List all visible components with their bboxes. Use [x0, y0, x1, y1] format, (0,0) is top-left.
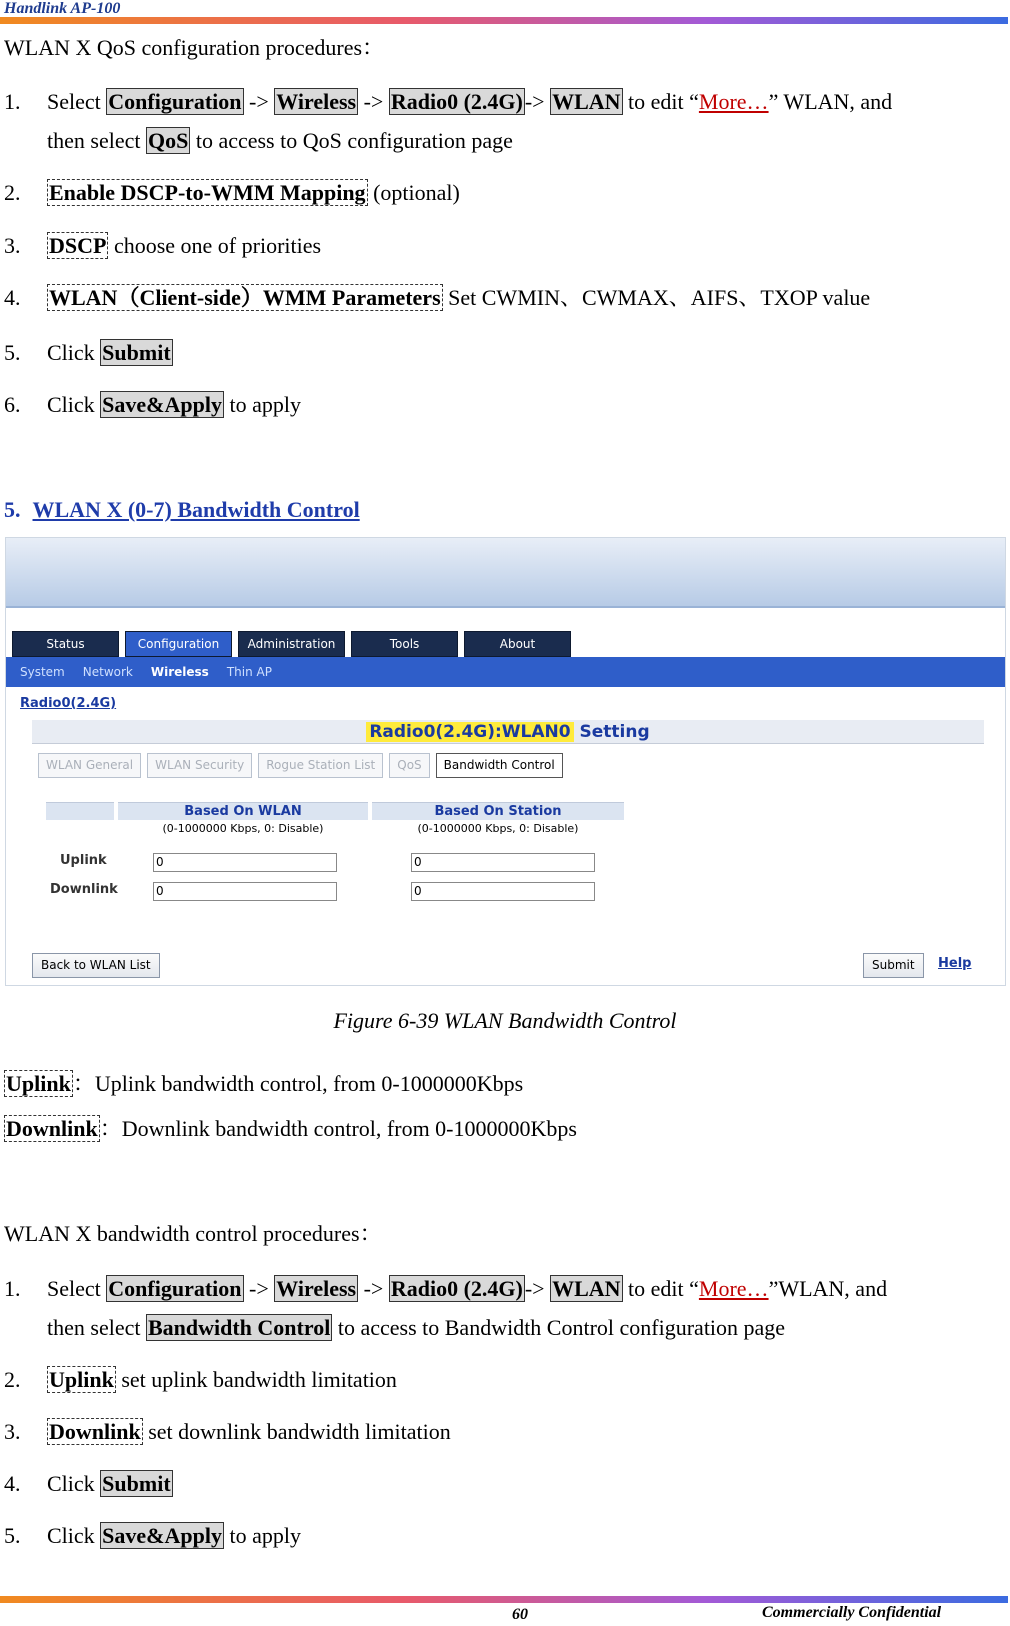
- dscp-ref: DSCP: [49, 233, 107, 258]
- qos-intro: WLAN X QoS configuration procedures：: [4, 35, 385, 60]
- figure-caption: Figure 6-39 WLAN Bandwidth Control: [333, 1008, 677, 1033]
- edit-text: ”WLAN, and: [768, 1276, 888, 1301]
- tab-configuration[interactable]: Configuration: [125, 631, 232, 657]
- qos-step-3-number: 3.: [4, 233, 21, 258]
- bw-step-4: [47, 1470, 173, 1498]
- section-number: 5.: [4, 497, 21, 522]
- col-based-on-station: Based On Station: [372, 802, 624, 820]
- table-corner: [46, 802, 114, 820]
- radio-menu-ref: Radio0 (2.4G): [390, 1276, 523, 1301]
- subnav-network[interactable]: Network: [82, 665, 133, 679]
- bw-step-4-number: 4.: [4, 1471, 21, 1496]
- submit-button-ref: Submit: [102, 340, 171, 365]
- edit-text: to edit “: [628, 1276, 699, 1301]
- bandwidth-control-menu-ref: Bandwidth Control: [147, 1315, 331, 1340]
- section-heading: [4, 497, 360, 523]
- confidential-notice: Commercially Confidential: [762, 1604, 942, 1621]
- tab-administration[interactable]: Administration: [238, 631, 345, 657]
- page-number: 60: [512, 1606, 528, 1623]
- step-text: set uplink bandwidth limitation: [121, 1367, 397, 1392]
- click-text: Click: [47, 392, 95, 417]
- bw-step-1: [47, 1275, 887, 1303]
- downlink-wlan-input[interactable]: 0: [153, 882, 337, 901]
- arrow-text: ->: [249, 1276, 269, 1301]
- qos-step-4: [47, 284, 870, 312]
- bw-step-1-number: 1.: [4, 1276, 21, 1301]
- uplink-term: Uplink: [6, 1071, 71, 1096]
- edit-text: to edit “: [628, 89, 699, 114]
- radio-menu-ref: Radio0 (2.4G): [390, 89, 523, 114]
- col-based-on-wlan: Based On WLAN: [118, 802, 368, 820]
- downlink-ref: Downlink: [49, 1419, 141, 1444]
- downlink-station-input[interactable]: 0: [411, 882, 595, 901]
- uplink-ref: Uplink: [49, 1367, 114, 1392]
- arrow-text: ->: [524, 89, 545, 114]
- qos-step-1: [47, 88, 892, 116]
- setting-title-rest: Setting: [579, 722, 650, 742]
- bandwidth-control-screenshot: [5, 537, 1006, 986]
- uplink-station-input[interactable]: 0: [411, 853, 595, 872]
- main-tab-bar: [12, 631, 571, 657]
- save-apply-button-ref: Save&Apply: [102, 1523, 222, 1548]
- step-text: to apply: [229, 392, 301, 417]
- downlink-term: Downlink: [6, 1116, 98, 1141]
- arrow-text: ->: [363, 89, 384, 114]
- then-select-text: then select: [47, 128, 141, 153]
- bw-step-2-number: 2.: [4, 1367, 21, 1392]
- setting-title-highlight: Radio0(2.4G):WLAN0: [366, 722, 573, 742]
- definition-uplink: [4, 1070, 523, 1098]
- subtab-rogue-station-list[interactable]: Rogue Station List: [258, 753, 383, 778]
- qos-step-1-number: 1.: [4, 89, 21, 114]
- sub-navigation: [6, 657, 1005, 687]
- definition-text: ：Uplink bandwidth control, from 0-1000000Kbps: [72, 1071, 524, 1096]
- qos-menu-ref: QoS: [147, 128, 189, 153]
- subnav-wireless[interactable]: Wireless: [150, 665, 209, 679]
- qos-step-5: [47, 339, 173, 367]
- qos-step-4-number: 4.: [4, 285, 21, 310]
- setting-title: [32, 720, 984, 744]
- step-text: set downlink bandwidth limitation: [148, 1419, 451, 1444]
- dscp-wmm-mapping-ref: Enable DSCP-to-WMM Mapping: [49, 180, 366, 205]
- click-text: Click: [47, 1471, 95, 1496]
- definition-downlink: [4, 1115, 577, 1143]
- row-downlink-label: Downlink: [50, 882, 118, 897]
- back-to-wlan-list-button[interactable]: Back to WLAN List: [32, 953, 160, 978]
- qos-step-5-number: 5.: [4, 340, 21, 365]
- click-text: Click: [47, 340, 95, 365]
- arrow-text: ->: [249, 89, 269, 114]
- click-text: Click: [47, 1523, 95, 1548]
- submit-button-ref: Submit: [102, 1471, 171, 1496]
- wlan-menu-ref: WLAN: [552, 89, 621, 114]
- then-select-text: then select: [47, 1315, 141, 1340]
- wireless-menu-ref: Wireless: [276, 89, 357, 114]
- tab-tools[interactable]: Tools: [351, 631, 458, 657]
- access-text: to access to QoS configuration page: [195, 128, 513, 153]
- qos-step-2-number: 2.: [4, 180, 21, 205]
- step-text: (optional): [373, 180, 460, 205]
- step-text: to apply: [229, 1523, 301, 1548]
- tab-status[interactable]: Status: [12, 631, 119, 657]
- subtab-bandwidth-control[interactable]: Bandwidth Control: [436, 753, 563, 778]
- configuration-menu-ref: Configuration: [108, 1276, 242, 1301]
- uplink-wlan-input[interactable]: 0: [153, 853, 337, 872]
- subtab-wlan-security[interactable]: WLAN Security: [147, 753, 252, 778]
- col-based-on-station-range: (0-1000000 Kbps, 0: Disable): [417, 822, 579, 835]
- qos-step-3: [47, 232, 321, 260]
- wlan-subtabs: [38, 753, 563, 778]
- tab-about[interactable]: About: [464, 631, 571, 657]
- arrow-text: ->: [524, 1276, 545, 1301]
- bw-step-5: [47, 1522, 301, 1550]
- arrow-text: ->: [363, 1276, 384, 1301]
- wmm-parameters-ref: WLAN（Client-side）WMM Parameters: [49, 285, 441, 310]
- bw-step-3: [47, 1418, 451, 1446]
- more-link[interactable]: More…: [698, 1276, 769, 1301]
- configuration-menu-ref: Configuration: [108, 89, 242, 114]
- qos-step-2: [47, 179, 460, 207]
- breadcrumb-radio[interactable]: Radio0(2.4G): [20, 696, 117, 711]
- wireless-menu-ref: Wireless: [276, 1276, 357, 1301]
- col-based-on-wlan-range: (0-1000000 Kbps, 0: Disable): [162, 822, 324, 835]
- wlan-menu-ref: WLAN: [552, 1276, 621, 1301]
- definition-text: ：Downlink bandwidth control, from 0-1000000Kbps: [99, 1116, 577, 1141]
- qos-step-1-cont: [47, 127, 513, 155]
- more-link[interactable]: More…: [698, 89, 769, 114]
- app-banner: [6, 538, 1005, 608]
- save-apply-button-ref: Save&Apply: [102, 392, 222, 417]
- bw-step-5-number: 5.: [4, 1523, 21, 1548]
- step-text: choose one of priorities: [113, 233, 322, 258]
- bw-step-1-cont: [47, 1314, 785, 1342]
- edit-text: ” WLAN, and: [768, 89, 893, 114]
- subtab-wlan-general[interactable]: WLAN General: [38, 753, 141, 778]
- access-text: to access to Bandwidth Control configuration page: [337, 1315, 786, 1340]
- submit-button[interactable]: Submit: [863, 953, 924, 978]
- row-uplink-label: Uplink: [60, 853, 107, 868]
- header-rule: [0, 17, 1008, 24]
- section-title: WLAN X (0-7) Bandwidth Control: [32, 497, 360, 522]
- bw-step-3-number: 3.: [4, 1419, 21, 1444]
- help-link[interactable]: Help: [938, 956, 972, 971]
- bw-intro: WLAN X bandwidth control procedures：: [4, 1221, 382, 1246]
- qos-step-6-number: 6.: [4, 392, 21, 417]
- subtab-qos[interactable]: QoS: [389, 753, 429, 778]
- select-text: Select: [47, 1276, 101, 1301]
- step-text: Set CWMIN、CWMAX、AIFS、TXOP value: [448, 285, 871, 310]
- subnav-system[interactable]: System: [20, 665, 65, 679]
- subnav-thin-ap[interactable]: Thin AP: [226, 665, 272, 679]
- footer-rule: [0, 1596, 1008, 1603]
- bw-step-2: [47, 1366, 397, 1394]
- qos-step-6: [47, 391, 301, 419]
- document-header-title: Handlink AP-100: [4, 0, 121, 17]
- select-text: Select: [47, 89, 101, 114]
